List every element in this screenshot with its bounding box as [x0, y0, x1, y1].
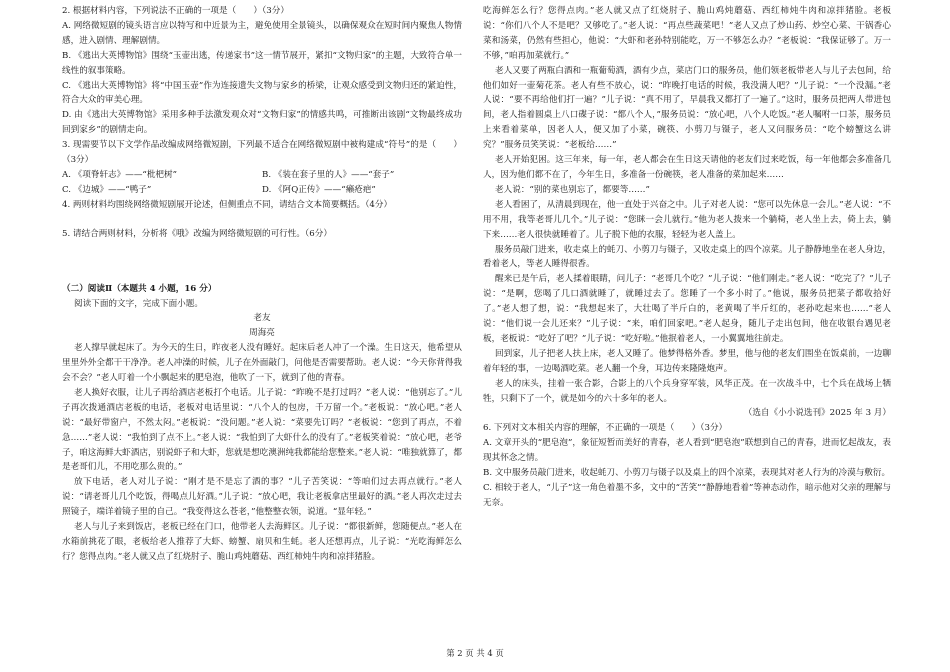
story-paragraph: 老人的床头，挂着一张合影，合影上的八个兵身穿军装，风华正茂。在一次战斗中，七个兵在战场上牺牲，只剩下了一个，就是如今的六十多年的老人。	[483, 378, 891, 404]
question-2-option-a: A. 网络微短剧的镜头语言应以特写和中近景为主，避免使用全景镜头，以确保观众在短时间内聚焦人物情感，进入剧情、理解剧情。	[62, 20, 462, 46]
question-6-stem: 6. 下列对文本相关内容的理解，不正确的一项是（ ）（3分）	[483, 423, 728, 434]
question-3-options-row-1	[62, 168, 462, 183]
question-2-stem: 2. 根据材料内容，下列说法不正确的一项是（ ）（3分）	[62, 6, 289, 16]
story-paragraph: 老人与儿子来到饭店，老板已经在门口，他带老人去海鲜区。儿子说：“都很新鲜，您随便点。”老人在水箱前挑花了眼，老板给老人推荐了大虾、螃蟹、扇贝和生蚝。老人还想再点，儿子说：“光吃海鲜怎么行？您得点肉。”老人就又点了红烧肘子、脆山鸡炖蘑菇、西红柿炖牛肉和凉拌猪脸。	[62, 522, 462, 562]
story-paragraph: 老人开始犯困。这三年来，每一年，老人都会在生日这天请他的老友们过来吃饭，每一年他都会多准备几人，因为他们都不在了，今年生日，多准备一份碗筷，老人准备的菜加起来……	[483, 155, 891, 180]
question-2-option-b: B. 《逃出大英博物馆》围绕“玉壶出逃，传递家书”这一情节展开，紧扣“文物归家”的主题，大致符合单一线性的叙事策略。	[62, 50, 462, 76]
story-paragraph: 老人看困了，从清晨到现在，他一直处于兴奋之中。儿子对老人说：“您可以先休息一会儿。”老人说：“不用不用，我等老哥儿几个。”儿子说：“您眯一会儿就行。”他为老人拨来一个躺椅，老人坐上去，倚上去，躺下来……老人很快就睡着了。儿子脱下他的衣服，轻轻为老人盖上。	[483, 199, 891, 240]
question-6-option-b: B. 文中服务员敲门进来，收起蚝刀、小剪刀与镊子以及桌上的四个凉菜，表现其对老人行为的冷漠与敷衍。	[483, 468, 891, 479]
question-2-option-d: D. 由《逃出大英博物馆》采用多种手法激发观众对“文物归家”的情感共鸣，可推断出该剧“文物最终成功回到家乡”的剧情走向。	[62, 110, 462, 136]
question-6-option-a: A. 文章开头的“肥皂泡”，象征短暂而美好的青春，老人看到“肥皂泡”联想到自己的青春，进而忆起战友，表现其怀念之情。	[483, 438, 891, 464]
question-2-option-c: C. 《逃出大英博物馆》将“中国玉壶”作为连接遗失文物与家乡的桥梁，让观众感受到文物归还的紧迫性，符合大众的审美心理。	[62, 80, 462, 106]
question-3-option-b: B. 《装在套子里的人》——“套子”	[262, 169, 395, 180]
question-5: 5. 请结合两则材料，分析将《哦》改编为网络微短剧的可行性。（6分）	[62, 228, 332, 239]
story-paragraph: 回到家，儿子把老人扶上床，老人又睡了。他梦得格外香。梦里，他与他的老友们围坐在饭桌前，一边聊着年轻的事，一边喝酒吃菜。老人翻一个身，耳边传来隆隆炮声。	[483, 348, 891, 374]
question-3-stem: 3. 现需要节以下文学作品改编成网络微短剧，下列最不适合在网络微短剧中被构建成“符号”的是（ ）（3分）	[62, 140, 462, 166]
question-3-option-d: D. 《阿Q正传》——“癞疮疤”	[262, 184, 376, 195]
reading-instruction: 阅读下面的文字，完成下面小题。	[74, 298, 203, 309]
right-column	[483, 4, 891, 511]
story-source: （选自《小小说选刊》2025 年 3 月）	[743, 408, 891, 419]
story-title: 老友	[253, 313, 271, 324]
story-paragraph: 老人换好衣服，让儿子再给酒店老板打个电话。儿子说：“昨晚不是打过吗？”老人说：“他别忘了。”儿子再次拨通酒店老板的电话，老板对电话里说：“八个人的包房，千万留一个。”老板说：“放心吧。”老人说：“最好带窗户，不然太闷。”老板说：“没问题。”老人说：“菜要先订吗？”老板说：“您到了再点，不着急……”老人说：“我怕到了点不上。”老人说：“我怕到了大虾什么的没有了。”老板笑着说：“放心吧，老爷子，咱这海鲜大虾酒店，别说虾子和大虾，您就是想吃澳洲纯我都能给您整来。”老人说：“唯独就算了，都是老哥们儿，不用吃那么贵的。”	[62, 387, 462, 473]
story-paragraph: 老人说：“别的菜也别忘了，都要等……”	[495, 184, 650, 195]
story-paragraph: 老人撑早就起床了。为今天的生日，昨夜老人没有睡好。起床后老人冲了一个澡。生日这天，他希望从里里外外全都干干净净。老人冲澡的时候，儿子在外面敲门，问他是否需要帮助。老人说：“今天你背得我会不会？”老人叮着一个小飘起来的肥皂泡，他吹了一下，就到了他的青春。	[62, 343, 462, 384]
section-heading: （二）阅读Ⅱ（本题共 4 小题，16 分）	[62, 283, 217, 294]
left-column	[62, 4, 462, 565]
story-paragraph: 醒来已是午后，老人揉着眼睛，问儿子：“老哥几个吃？”儿子说：“他们刚走。”老人说：“吃完了？”儿子说：“是啊，您喝了几口酒就睡了，就睡过去了。您睡了一个多小时了。”他说，服务员把菜子都收拾好了。”老人想了想，说：“我想起来了，大壮喝了半斤白的，老黄喝了半斤红的，老孙吃起来也……”老人说：“他们说一会儿还来？”儿子说：“来，咱们回家吧。”老人起身，随儿子走出包间，他在收银台遇见老板，老板说：“吃好了吧？”儿子说：“吃好啦。”他抿着老人，一小翼翼地往前走。	[483, 274, 891, 344]
page-footer: 第 2 页 共 4 页	[446, 648, 504, 658]
story-author: 周海亮	[249, 328, 275, 339]
question-4: 4. 两则材料均围绕网络微短剧展开论述，但侧重点不同，请结合文本简要概括。（4分）	[62, 199, 393, 210]
story-paragraph: 吃海鲜怎么行？您得点肉。”老人就又点了红烧肘子、脆山鸡炖蘑菇、西红柿炖牛肉和凉拌猪脸。老板说：“你们八个人不是吧？又够吃了。”老人说：“再点些蔬菜吧！”老人又点了炒山药、炒空心菜、干锅香心菜和汤菜，仍然有些担心，他说：“大虾和老孙特别能吃，万一不够怎么办？”老板说：“我保证够了。万一不够，”咱再加菜就行。”	[483, 6, 891, 61]
story-paragraph: 服务员敲门进来，收走桌上的蚝刀、小剪刀与镊子，又收走桌上的四个凉菜。儿子静静地坐在老人身边，看着老人，等老人睡得很香。	[483, 244, 891, 270]
story-paragraph: 老人又要了两瓶白酒和一瓶葡萄酒，酒有少点，菜店门口的服务员，他们领老板带老人与儿子去包间，给他们如好一壶菊花茶。老人有些不放心，说：“昨晚打电话的时候，我没满人吧？”儿子说：“一个没漏。”老人说：“要不再给他们打一遍？”儿子说：“真不用了，早晨我又都打了一遍了。”这时，服务员把两人带进包间，老人指着圆桌上八口碟子说：“都八个人，”服务员说：“放心吧，八个人吃饭。”老人嘱咐一口茶，服务员上来看着菜单，因老人人，便又加了小菜，碗筷、小剪刀与镊子，老人又问服务员：“吃个螃蟹这么讲究？”服务员笑笑说：“老板给……”	[483, 65, 891, 151]
question-3-option-c: C. 《边城》——“鸭子”	[62, 184, 152, 195]
question-3-options-row-2	[62, 183, 462, 198]
question-6-option-c: C. 相较于老人，“儿子”这一角色着墨不多，文中的“苦笑”“静静地看着”等神态动作，暗示他对父亲的理解与无奈。	[483, 483, 891, 508]
question-3-option-a: A. 《项脊轩志》——“枇杷树”	[62, 169, 177, 180]
story-paragraph: 放下电话，老人对儿子说：“刚才是不是忘了酒的事？”儿子苦笑说：“等咱们过去再点就行。”老人说：“请老哥儿几个吃饭，得喝点儿好酒。”儿子说：“放心吧，我让老板拿店里最好的酒。”老人再次走过去照镜子，端详着镜子里的自己。“我变得这么苍老，”他整整衣领，说道。“显年轻。”	[62, 477, 462, 518]
